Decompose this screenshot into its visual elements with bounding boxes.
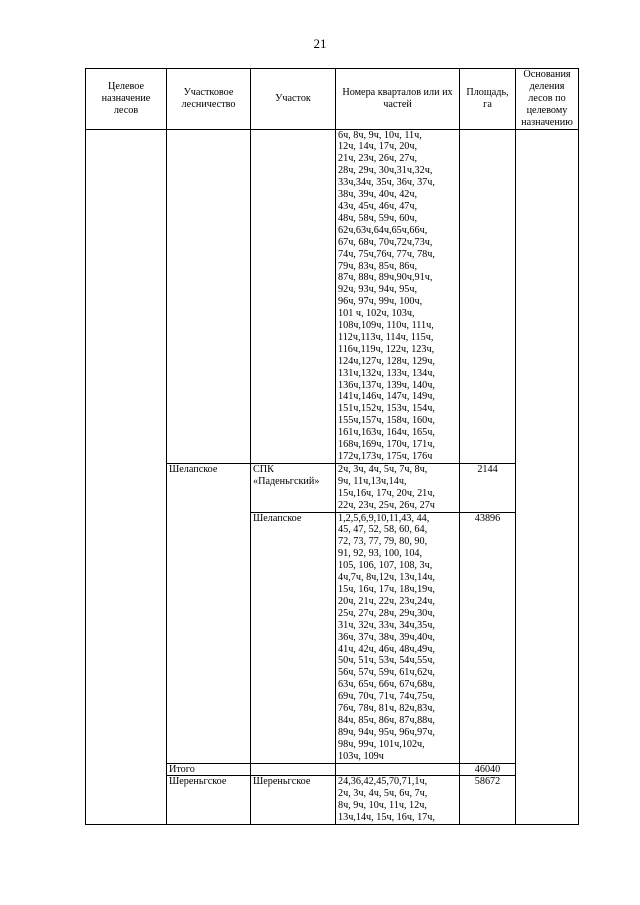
header-area: Площадь, га bbox=[460, 69, 516, 130]
forestry-cell: Итого bbox=[167, 763, 251, 776]
purpose-cell bbox=[86, 129, 167, 825]
header-basis: Основания деления лесов по целевому назначению bbox=[516, 69, 579, 130]
quarters-cell: 1,2,5,6,9,10,11,43, 44, 45, 47, 52, 58, 60, 64, 72, 73, 77, 79, 80, 90, 91, 92, 93, 100, 104, 105, 106, 107, 108, 3ч, 4ч,7ч, 8ч,12ч, 13ч,14ч, 15ч, 16ч, 17ч, 18ч,19ч, 20ч, 21ч, 22ч, 23ч,24ч, 25ч, 27ч, 28ч, 29ч,30ч, 31ч, 32ч, 33ч, 34ч,35ч, 36ч, 37ч, 38ч, 39ч,40ч, 41ч, 42ч, 46ч, 48ч,49ч, 50ч, 51ч, 53ч, 54ч,55ч, 56ч, 57ч, 59ч, 61ч,62ч, 63ч, 65ч, 66ч, 67ч,68ч, 69ч, 70ч, 71ч, 74ч,75ч, 76ч, 78ч, 81ч, 82ч,83ч, 84ч, 85ч, 86ч, 87ч,88ч, 89ч, 94ч, 95ч, 96ч,97ч, 98ч, 99ч, 101ч,102ч, 103ч, 109ч bbox=[336, 512, 460, 763]
header-section: Участок bbox=[251, 69, 336, 130]
section-cell: СПК «Паденьгский» bbox=[251, 463, 336, 512]
forestry-cell bbox=[167, 129, 251, 463]
page-number: 21 bbox=[313, 36, 327, 51]
area-cell: 43896 bbox=[460, 512, 516, 763]
quarters-cell: 24,36,42,45,70,71,1ч, 2ч, 3ч, 4ч, 5ч, 6ч, 7ч, 8ч, 9ч, 10ч, 11ч, 12ч, 13ч,14ч, 15ч, 16ч, 17ч, bbox=[336, 776, 460, 825]
quarters-cell: 6ч, 8ч, 9ч, 10ч, 11ч, 12ч, 14ч, 17ч, 20ч, 21ч, 23ч, 26ч, 27ч, 28ч, 29ч, 30ч,31ч,32ч, 33ч,34ч, 35ч, 36ч, 37ч, 38ч, 39ч, 40ч, 42ч, 43ч, 45ч, 46ч, 47ч, 48ч, 58ч, 59ч, 60ч, 62ч,63ч,64ч,65ч,66ч, 67ч, 68ч, 70ч,72ч,73ч, 74ч, 75ч,76ч, 77ч, 78ч, 79ч, 83ч, 85ч, 86ч, 87ч, 88ч, 89ч,90ч,91ч, 92ч, 93ч, 94ч, 95ч, 96ч, 97ч, 99ч, 100ч, 101 ч, 102ч, 103ч, 108ч,109ч, 110ч, 111ч, 112ч,113ч, 114ч, 115ч, 116ч,119ч, 122ч, 123ч, 124ч,127ч, 128ч, 129ч, 131ч,132ч, 133ч, 134ч, 136ч,137ч, 139ч, 140ч, 141ч,146ч, 147ч, 149ч, 151ч,152ч, 153ч, 154ч, 155ч,157ч, 158ч, 160ч, 161ч,163ч, 164ч, 165ч, 168ч,169ч, 170ч, 171ч, 172ч,173ч, 175ч, 176ч bbox=[336, 129, 460, 463]
table-row bbox=[86, 129, 579, 463]
forestry-cell: Шереньгское bbox=[167, 776, 251, 825]
forestry-cell: Шелапское bbox=[167, 463, 251, 763]
section-cell: Шереньгское bbox=[251, 776, 336, 825]
basis-cell bbox=[516, 129, 579, 825]
area-cell: 46040 bbox=[460, 763, 516, 776]
section-cell bbox=[251, 763, 336, 776]
quarters-cell: 2ч, 3ч, 4ч, 5ч, 7ч, 8ч, 9ч, 11ч,13ч,14ч, 15ч,16ч, 17ч, 20ч, 21ч, 22ч, 23ч, 25ч, 26ч, 27ч bbox=[336, 463, 460, 512]
area-cell: 2144 bbox=[460, 463, 516, 512]
header-quarters: Номера кварталов или их частей bbox=[336, 69, 460, 130]
table-header-row bbox=[86, 69, 579, 130]
header-forestry: Участковое лесничество bbox=[167, 69, 251, 130]
area-cell bbox=[460, 129, 516, 463]
forest-purpose-table bbox=[85, 68, 579, 825]
header-purpose: Целевое назначение лесов bbox=[86, 69, 167, 130]
quarters-cell bbox=[336, 763, 460, 776]
area-cell: 58672 bbox=[460, 776, 516, 825]
section-cell: Шелапское bbox=[251, 512, 336, 763]
section-cell bbox=[251, 129, 336, 463]
